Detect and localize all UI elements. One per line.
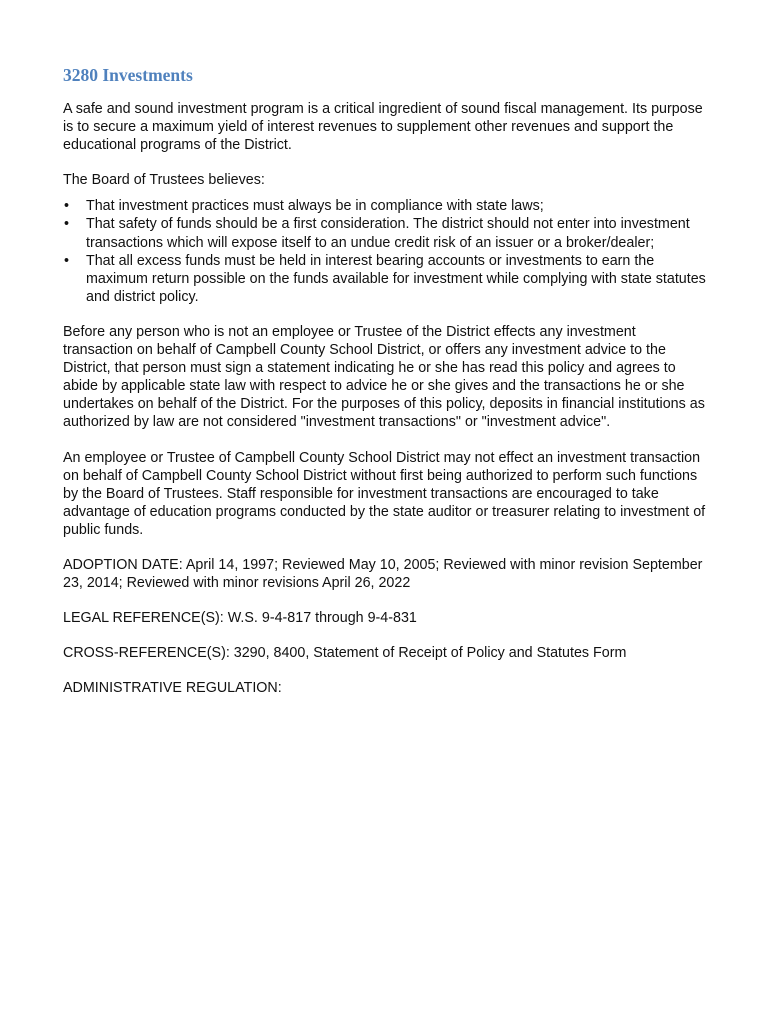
legal-reference: LEGAL REFERENCE(S): W.S. 9-4-817 through 9-4-831: [63, 610, 417, 627]
list-item: [63, 252, 708, 306]
employee-paragraph: An employee or Trustee of Campbell County School District may not effect an investment transaction on behalf of Campbell County School District without first being authorized to perform such functions by the Board of Trustees. Staff responsible for investment transactions are encouraged to take advantage of education programs conducted by the state auditor or treasurer relating to investment of public funds.: [63, 449, 706, 538]
list-item: [63, 215, 708, 251]
list-item-text: That investment practices must always be in compliance with state laws;: [86, 198, 544, 215]
administrative-regulation: ADMINISTRATIVE REGULATION:: [63, 680, 282, 697]
policy-document: [63, 64, 708, 714]
list-item-text: That safety of funds should be a first consideration. The district should not enter into investment transactions which will expose itself to an undue credit risk of an issuer or a broker/dealer;: [86, 216, 690, 251]
bullet-icon: •: [64, 216, 70, 233]
beliefs-list: [63, 197, 708, 306]
board-lead-text: The Board of Trustees believes:: [63, 172, 265, 189]
cross-reference: CROSS-REFERENCE(S): 3290, 8400, Statement of Receipt of Policy and Statutes Form: [63, 645, 627, 662]
intro-paragraph: A safe and sound investment program is a critical ingredient of sound fiscal management. Its purpose is to secure a maximum yield of interest revenues to supplement other revenues and support the educational programs of the District.: [63, 101, 703, 154]
list-item: [63, 197, 708, 215]
adoption-date: ADOPTION DATE: April 14, 1997; Reviewed May 10, 2005; Reviewed with minor revision September 23, 2014; Reviewed with minor revisions April 26, 2022: [63, 556, 703, 592]
non-employee-paragraph: Before any person who is not an employee or Trustee of the District effects any investment transaction on behalf of Campbell County School District, or offers any investment advice to the District, that person must sign a statement indicating he or she has read this policy and agrees to abide by applicable state law with respect to advice he or she gives and the transactions he or she undertakes on behalf of the District. For the purposes of this policy, deposits in financial institutions as authorized by law are not considered "investment transactions" or "investment advice".: [63, 323, 705, 431]
list-item-text: That all excess funds must be held in interest bearing accounts or investments to earn the maximum return possible on the funds available for investment while complying with state statutes and district policy.: [86, 252, 706, 305]
bullet-icon: •: [64, 252, 70, 269]
bullet-icon: •: [64, 198, 70, 215]
page-title: 3280 Investments: [63, 65, 193, 85]
